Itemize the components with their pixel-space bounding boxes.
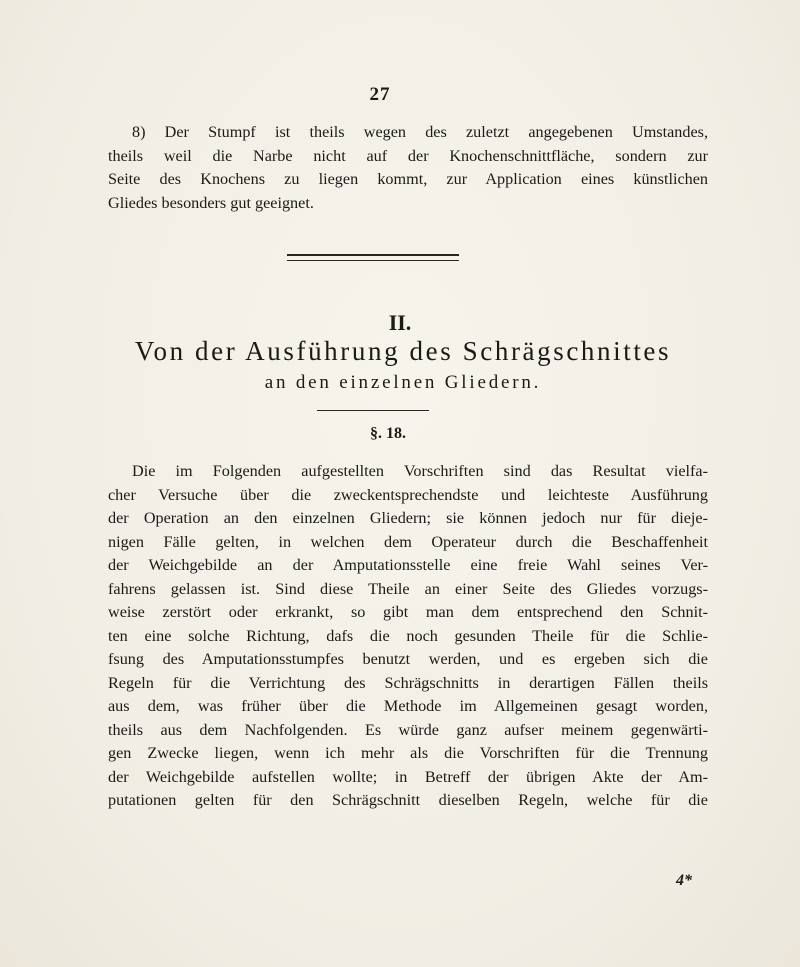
text-line: Die im Folgenden aufgestellten Vorschriften sind das Resultat vielfa- xyxy=(132,462,708,480)
text-line: 8) Der Stumpf ist theils wegen des zuletzt angegebenen Umstandes, xyxy=(132,123,708,141)
text-line: cher Versuche über die zweckentsprechendste und leichteste Ausführung xyxy=(108,485,708,504)
text-line: theils weil die Narbe nicht auf der Knochenschnittfläche, sondern zur xyxy=(108,146,708,165)
text-line: der Weichgebilde an der Amputationsstelle eine freie Wahl seines Ver- xyxy=(108,556,708,574)
paragraph-heading: §. 18. xyxy=(370,425,406,442)
signature-mark: 4* xyxy=(676,872,692,889)
section-title: Von der Ausführung des Schrägschnittes xyxy=(134,336,672,366)
text-line: fsung des Amputationsstumpfes benutzt werden, und es ergeben sich die xyxy=(108,650,708,668)
intro-paragraph xyxy=(108,121,708,215)
section-numeral: II. xyxy=(388,310,412,335)
text-line: putationen gelten für den Schrägschnitt dieselben Regeln, welche für die xyxy=(108,791,708,809)
text-line: aus dem, was früher über die Methode im Allgemeinen gesagt worden, xyxy=(108,697,708,715)
double-rule-divider xyxy=(287,254,459,261)
text-line: nigen Fälle gelten, in welchen dem Operateur durch die Beschaffenheit xyxy=(108,532,708,551)
text-line: theils aus dem Nachfolgenden. Es würde ganz aufser meinem gegenwärti- xyxy=(108,720,708,739)
text-line: Gliedes besonders gut geeignet. xyxy=(108,193,314,212)
text-line: der Operation an den einzelnen Gliedern; sie können jedoch nur für dieje- xyxy=(108,509,708,527)
text-line: Seite des Knochens zu liegen kommt, zur Application eines künstlichen xyxy=(108,170,708,188)
text-line: ten eine solche Richtung, dafs die noch gesunden Theile für die Schlie- xyxy=(108,626,708,645)
section-subtitle: an den einzelnen Gliedern. xyxy=(264,372,542,393)
text-line: fahrens gelassen ist. Sind diese Theile an einer Seite des Gliedes vorzugs- xyxy=(108,579,708,598)
page-number: 27 xyxy=(369,84,391,105)
text-line: der Weichgebilde aufstellen wollte; in Betreff der übrigen Akte der Am- xyxy=(108,767,708,786)
main-paragraph xyxy=(108,460,708,813)
text-line: gen Zwecke liegen, wenn ich mehr als die Vorschriften für die Trennung xyxy=(108,744,708,762)
text-line: Regeln für die Verrichtung des Schrägschnitts in derartigen Fällen theils xyxy=(108,673,708,692)
text-line: weise zerstört oder erkrankt, so gibt man dem entsprechend den Schnit- xyxy=(108,603,708,621)
single-rule-divider xyxy=(317,410,429,411)
